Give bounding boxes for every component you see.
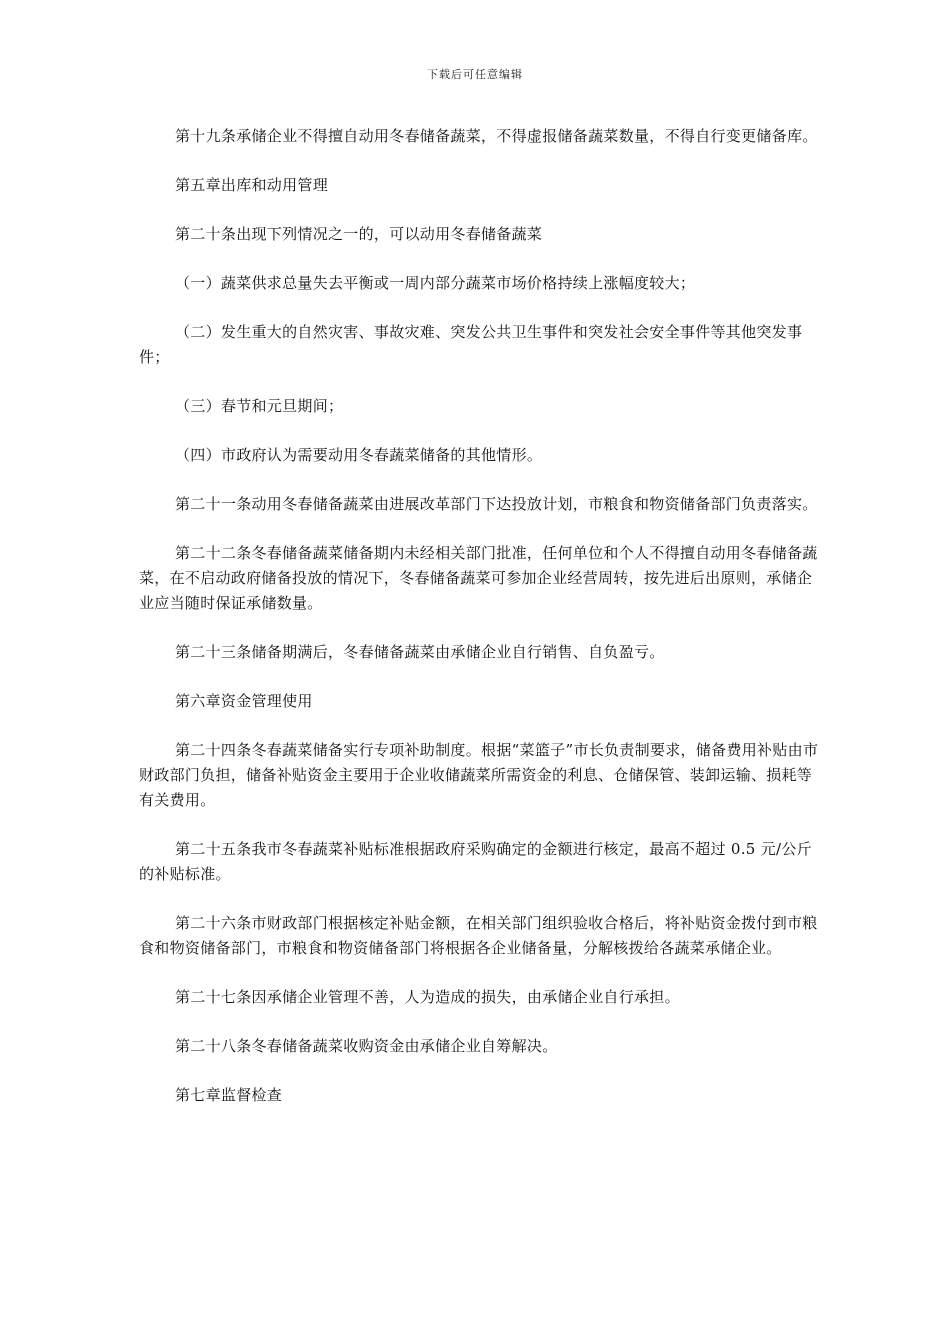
article-21: 第二十一条动用冬春储备蔬菜由进展改革部门下达投放计划，市粮食和物资储备部门负责落实。: [175, 495, 818, 513]
article-22: 第二十二条冬春储备蔬菜储备期内未经相关部门批准，任何单位和个人不得擅自动用冬春储备蔬菜，在不启动政府储备投放的情况下，冬春储备蔬菜可参加企业经营周转，按先进后出原则，承储企业应当随时保证承储数量。: [139, 544, 818, 612]
article-20-item-2: （二）发生重大的自然灾害、事故灾难、突发公共卫生事件和突发社会安全事件等其他突发事件；: [139, 323, 803, 366]
chapter-5-heading: 第五章出库和动用管理: [175, 176, 329, 194]
article-19: 第十九条承储企业不得擅自动用冬春储备蔬菜，不得虚报储备蔬菜数量，不得自行变更储备库。: [175, 127, 818, 145]
chapter-6-heading: 第六章资金管理使用: [175, 692, 313, 710]
article-28: 第二十八条冬春储备蔬菜收购资金由承储企业自筹解决。: [175, 1037, 558, 1055]
article-20-item-4: （四）市政府认为需要动用冬春蔬菜储备的其他情形。: [175, 446, 543, 464]
article-20-item-3: （三）春节和元旦期间；: [175, 397, 344, 415]
header-note: 下载后可任意编辑: [427, 68, 523, 81]
article-20: 第二十条出现下列情况之一的，可以动用冬春储备蔬菜: [175, 225, 543, 243]
article-25: 第二十五条我市冬春蔬菜补贴标准根据政府采购确定的金额进行核定，最高不超过 0.5 元/公斤的补贴标准。: [139, 840, 812, 883]
document-body: [139, 124, 819, 1132]
article-20-item-1: （一）蔬菜供求总量失去平衡或一周内部分蔬菜市场价格持续上涨幅度较大；: [175, 274, 696, 292]
article-26: 第二十六条市财政部门根据核定补贴金额，在相关部门组织验收合格后，将补贴资金拨付到市粮食和物资储备部门，市粮食和物资储备部门将根据各企业储备量，分解核拨给各蔬菜承储企业。: [139, 914, 818, 957]
article-24: 第二十四条冬春蔬菜储备实行专项补助制度。根据“菜篮子”市长负责制要求，储备费用补贴由市财政部门负担，储备补贴资金主要用于企业收储蔬菜所需资金的利息、仓储保管、装卸运输、损耗等有关费用。: [139, 741, 819, 809]
article-27: 第二十七条因承储企业管理不善，人为造成的损失，由承储企业自行承担。: [175, 988, 680, 1006]
article-23: 第二十三条储备期满后，冬春储备蔬菜由承储企业自行销售、自负盈亏。: [175, 643, 665, 661]
chapter-7-heading: 第七章监督检查: [175, 1086, 283, 1104]
